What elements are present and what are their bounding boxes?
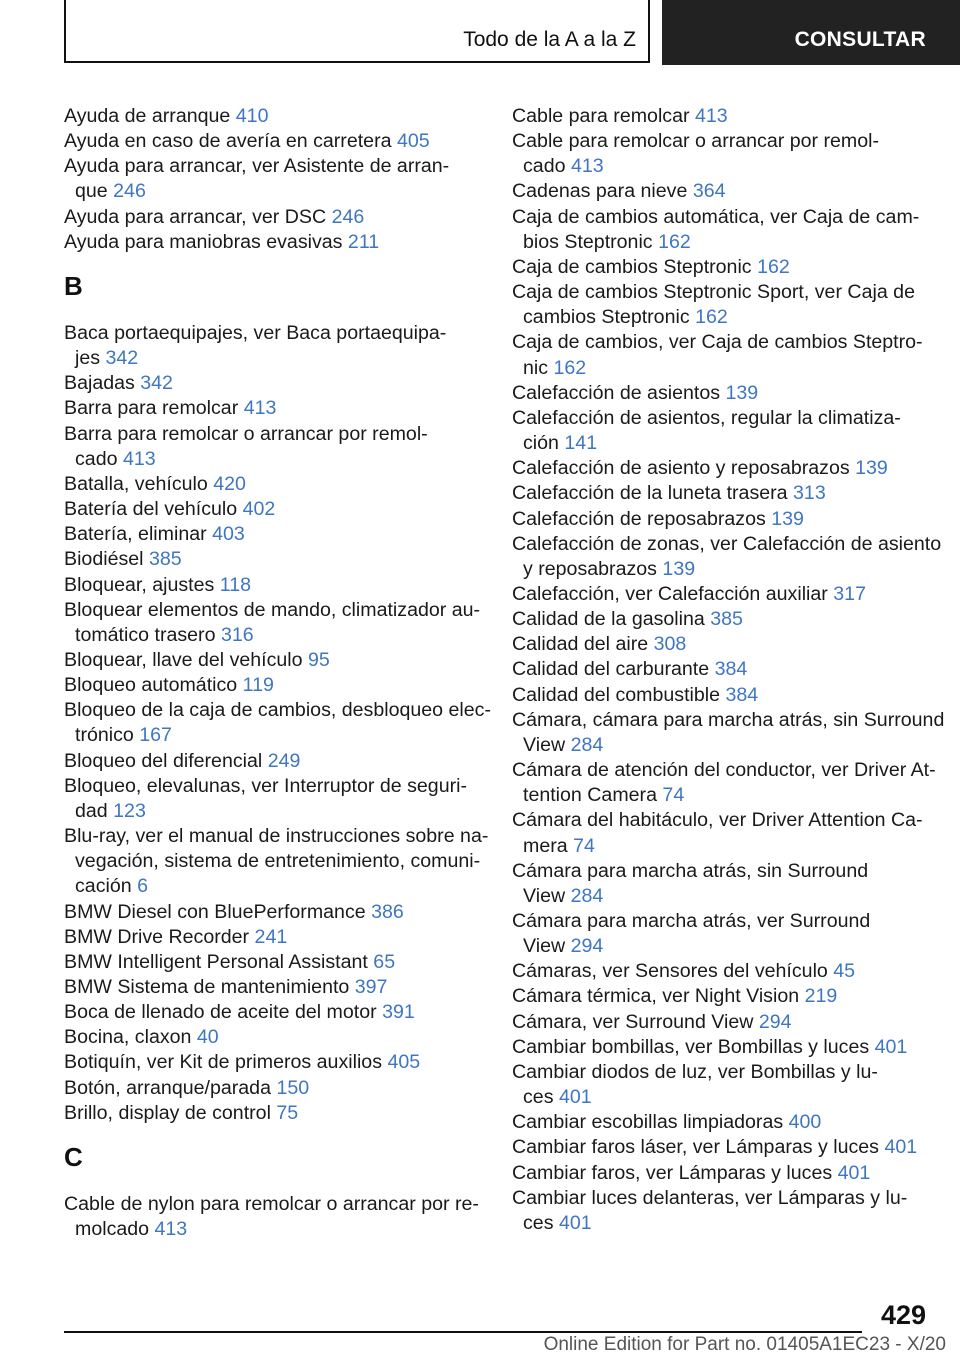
index-entry (512, 859, 932, 909)
index-entry (64, 154, 484, 204)
index-entry (512, 205, 932, 255)
index-entry (512, 1010, 932, 1035)
index-entry-text: Botiquín, ver Kit de primeros auxilios (64, 1051, 382, 1074)
footer-divider (64, 1331, 862, 1333)
page-reference-link[interactable]: 384 (725, 683, 759, 706)
page-reference-link[interactable]: 241 (254, 925, 288, 948)
page-reference-link[interactable]: 246 (113, 180, 146, 203)
index-entry-text: BMW Intelligent Personal Assistant (64, 950, 368, 973)
index-entry-text: cambios Steptronic (523, 306, 690, 329)
index-entry-text: ción (523, 432, 559, 455)
index-entry-text: Batalla, vehículo (64, 472, 208, 495)
index-entry (64, 950, 484, 975)
page-reference-link[interactable]: 400 (788, 1111, 822, 1134)
page-reference-link[interactable]: 123 (113, 799, 146, 822)
index-entry-text: Ayuda en caso de avería en carretera (64, 130, 392, 153)
index-letter-heading: C (64, 1141, 83, 1172)
index-entry-text: Batería del vehículo (64, 498, 238, 521)
index-entry (512, 532, 942, 582)
index-entry-text: Calefacción de asiento y reposabrazos (512, 457, 850, 480)
index-entry-text: tention Camera (523, 784, 657, 807)
page-reference-link[interactable]: 294 (758, 1010, 792, 1033)
index-entry-text: Ayuda para arrancar, ver DSC (64, 205, 327, 228)
index-entry-text: Cámara para marcha atrás, ver Surround (512, 910, 871, 932)
index-entry-text: Bajadas (64, 372, 135, 395)
index-entry (64, 321, 484, 371)
index-entry (64, 648, 484, 673)
index-entry-text: Brillo, display de control (64, 1101, 271, 1124)
index-entry-text: Boca de llenado de aceite del motor (64, 1001, 377, 1024)
index-entry (512, 456, 932, 481)
index-entry (64, 497, 484, 522)
page-reference-link[interactable]: 139 (855, 457, 888, 480)
index-entry (64, 573, 484, 598)
index-entry-text: Calefacción de asientos (512, 381, 721, 404)
index-column-right (512, 104, 945, 1236)
index-entry (512, 632, 932, 657)
index-entry (64, 104, 484, 129)
index-entry-text: Cámaras, ver Sensores del vehículo (512, 960, 828, 983)
index-entry (512, 507, 932, 532)
page-reference-link[interactable]: 162 (695, 306, 728, 329)
index-entry-text: Calefacción, ver Calefacción auxiliar (512, 582, 828, 605)
index-entry (512, 984, 932, 1009)
tab-section-label: Todo de la A a la Z (463, 28, 636, 51)
page-reference-link[interactable]: 420 (213, 472, 246, 495)
index-entry-text: Batería, eliminar (64, 523, 207, 546)
index-entry (512, 1161, 932, 1186)
index-entry (512, 683, 932, 708)
index-entry-text: Bloquear, ajustes (64, 573, 215, 596)
index-entry (64, 1192, 484, 1242)
tab-section[interactable] (64, 0, 650, 63)
index-entry-text: BMW Sistema de mantenimiento (64, 976, 350, 998)
index-entry (512, 179, 932, 204)
index-entry (64, 975, 484, 1000)
page-reference-link[interactable]: 401 (558, 1211, 592, 1234)
index-entry-text: molcado (75, 1218, 150, 1241)
page-reference-link[interactable]: 118 (219, 573, 252, 596)
page-reference-link[interactable]: 95 (308, 648, 330, 671)
index-entry (512, 657, 932, 682)
page-reference-link[interactable]: 397 (354, 976, 388, 998)
page-reference-link[interactable]: 385 (710, 608, 743, 631)
index-entry (64, 1101, 484, 1126)
page-reference-link[interactable]: 385 (148, 548, 182, 571)
index-entry (64, 774, 484, 824)
page-reference-link[interactable]: 342 (140, 372, 173, 395)
page-reference-link[interactable]: 249 (267, 749, 301, 772)
page-reference-link[interactable]: 317 (833, 582, 866, 605)
page-reference-link[interactable]: 401 (884, 1136, 918, 1159)
index-entry (512, 330, 932, 380)
page-reference-link[interactable]: 40 (196, 1026, 219, 1049)
page-reference-link[interactable]: 384 (714, 658, 748, 681)
index-entry-text: nic (523, 356, 549, 379)
index-entry-text: Bloquear, llave del vehículo (64, 648, 303, 671)
index-entry (64, 824, 489, 899)
page-reference-link[interactable]: 405 (396, 130, 430, 153)
page-reference-link[interactable]: 405 (387, 1051, 421, 1074)
page-reference-link[interactable]: 364 (692, 180, 726, 203)
page-reference-link[interactable]: 162 (757, 255, 790, 278)
page-reference-link[interactable]: 413 (154, 1218, 188, 1241)
footer-edition: Online Edition for Part no. 01405A1EC23 - X/20 (543, 1334, 946, 1355)
index-entry-text: Caja de cambios, ver Caja de cambios Steptro- (512, 331, 923, 354)
index-entry-text: Cambiar escobillas limpiadoras (512, 1111, 784, 1134)
index-entry (64, 129, 484, 154)
index-entry-text: tomático trasero (75, 623, 216, 646)
index-entry (512, 708, 945, 758)
index-entry-text: View (523, 733, 566, 756)
page-reference-link[interactable]: 162 (658, 230, 691, 253)
tab-chapter-label: CONSULTAR (794, 28, 926, 51)
page-reference-link[interactable]: 150 (276, 1076, 310, 1099)
index-entry (512, 909, 932, 959)
index-entry-text: que (75, 180, 108, 203)
index-entry-text: Cambiar luces delanteras, ver Lámparas y lu- (512, 1186, 908, 1209)
index-entry-text: Ayuda de arranque (64, 105, 231, 127)
index-entry (64, 547, 484, 572)
page-reference-link[interactable]: 167 (139, 724, 172, 747)
index-entry-text: Ayuda para arrancar, ver Asistente de arran- (64, 155, 450, 178)
index-entry-text: Botón, arranque/parada (64, 1076, 271, 1099)
page-header (0, 0, 960, 66)
index-entry-text: Cambiar diodos de luz, ver Bombillas y lu- (512, 1060, 878, 1083)
index-entry (64, 1076, 484, 1101)
page-reference-link[interactable]: 65 (373, 950, 396, 973)
index-entry-text: Cadenas para nieve (512, 180, 688, 203)
index-entry-text: Bloquear elementos de mando, climatizador au- (64, 598, 481, 621)
index-entry-text: Bloqueo de la caja de cambios, desbloqueo elec- (64, 699, 491, 722)
page-reference-link[interactable]: 139 (725, 381, 759, 404)
index-entry-text: Calefacción de la luneta trasera (512, 482, 788, 505)
index-entry-text: Cámara del habitáculo, ver Driver Attention Ca- (512, 809, 923, 832)
index-entry (512, 959, 932, 984)
page-reference-link[interactable]: 403 (212, 523, 245, 546)
index-entry-text: Cambiar faros, ver Lámparas y luces (512, 1161, 833, 1184)
index-entry (64, 1050, 484, 1075)
index-column-left (64, 104, 491, 1242)
index-entry (512, 1060, 932, 1110)
index-entry-text: ces (523, 1086, 554, 1109)
index-entry-text: Cable de nylon para remolcar o arrancar por re- (64, 1192, 479, 1215)
index-entry-text: Calidad de la gasolina (512, 608, 705, 631)
page-reference-link[interactable]: 410 (235, 105, 269, 127)
index-entry (64, 371, 484, 396)
index-entry-text: Blu-ray, ver el manual de instrucciones sobre na- (64, 825, 489, 848)
index-entry (512, 582, 932, 607)
page-reference-link[interactable]: 219 (804, 985, 838, 1008)
index-entry-text: BMW Diesel con BluePerformance (64, 900, 366, 923)
index-entry-text: Cámara térmica, ver Night Vision (512, 985, 800, 1008)
index-entry-text: ces (523, 1211, 554, 1234)
index-entry (64, 925, 484, 950)
index-entry-text: Cámara, cámara para marcha atrás, sin Surround (512, 708, 945, 731)
index-entry-text: BMW Drive Recorder (64, 925, 250, 948)
page-reference-link[interactable]: 284 (570, 733, 604, 756)
page-reference-link[interactable]: 386 (371, 900, 404, 923)
index-entry (64, 1025, 484, 1050)
index-entry-text: y reposabrazos (523, 557, 657, 580)
page-reference-link[interactable]: 162 (553, 356, 587, 379)
index-entry-text: Caja de cambios automática, ver Caja de cam- (512, 205, 920, 228)
index-entry-text: Ayuda para maniobras evasivas (64, 230, 343, 253)
page-number: 429 (880, 1300, 926, 1330)
index-entry (64, 422, 484, 472)
index-entry (64, 900, 484, 925)
page-reference-link[interactable]: 74 (662, 784, 685, 807)
index-entry-text: jes (75, 347, 101, 370)
page-reference-link[interactable]: 402 (242, 498, 276, 521)
page-reference-link[interactable]: 294 (570, 935, 604, 958)
index-entry-text: cado (523, 155, 566, 178)
index-entry (64, 1000, 484, 1025)
index-entry (512, 1135, 932, 1160)
page-reference-link[interactable]: 74 (573, 834, 595, 857)
index-entry-text: View (523, 884, 566, 907)
index-entry (512, 1186, 932, 1236)
index-entry-text: mera (523, 834, 568, 857)
index-entry (64, 698, 491, 748)
index-entry-text: Calefacción de asientos, regular la climatiza- (512, 406, 901, 429)
index-entry-text: Biodiésel (64, 548, 144, 571)
index-entry-text: Bloqueo automático (64, 674, 238, 697)
index-entry-text: Caja de cambios Steptronic (512, 255, 752, 278)
index-entry-text: dad (75, 799, 108, 822)
index-entry (64, 396, 484, 421)
index-entry-text: Caja de cambios Steptronic Sport, ver Caja de (512, 281, 915, 304)
page-reference-link[interactable]: 211 (347, 230, 380, 253)
page-reference-link[interactable]: 75 (276, 1101, 299, 1124)
page-reference-link[interactable]: 401 (874, 1035, 908, 1058)
index-entry (512, 280, 932, 330)
page-reference-link[interactable]: 284 (570, 884, 604, 907)
page-reference-link[interactable]: 342 (105, 347, 139, 370)
index-entry-text: Barra para remolcar o arrancar por remol- (64, 422, 428, 445)
index-entry-text: Cámara para marcha atrás, sin Surround (512, 859, 869, 882)
index-entry-text: bios Steptronic (523, 230, 653, 253)
page-reference-link[interactable]: 6 (137, 875, 148, 898)
page-reference-link[interactable]: 246 (331, 205, 365, 228)
index-entry (512, 381, 932, 406)
page-reference-link[interactable]: 316 (220, 623, 254, 646)
index-entry (64, 749, 484, 774)
index-entry-text: Calidad del aire (512, 633, 649, 656)
index-entry (512, 104, 932, 129)
page-reference-link[interactable]: 401 (837, 1161, 871, 1184)
index-entry-text: cado (75, 447, 118, 470)
page-reference-link[interactable]: 391 (382, 1001, 415, 1024)
page-reference-link[interactable]: 45 (833, 960, 856, 983)
index-letter-heading: B (64, 270, 83, 301)
index-entry-text: trónico (75, 724, 134, 747)
index-entry-text: Calidad del carburante (512, 658, 710, 681)
index-entry (64, 472, 484, 497)
index-entry-text: Barra para remolcar (64, 397, 239, 420)
index-entry-text: View (523, 935, 566, 958)
index-entry-text: vegación, sistema de entretenimiento, comuni- (75, 850, 481, 873)
page-reference-link[interactable]: 141 (564, 432, 598, 455)
index-entry-text: Bocina, claxon (64, 1026, 192, 1049)
tab-chapter[interactable] (662, 0, 960, 65)
page-reference-link[interactable]: 413 (243, 397, 277, 420)
index-entry (512, 1035, 932, 1060)
page-reference-link[interactable]: 119 (242, 674, 274, 697)
page-reference-link[interactable]: 313 (793, 482, 826, 505)
index-entry (512, 758, 936, 808)
index-entry (512, 808, 932, 858)
index-entry-text: cación (75, 875, 132, 898)
page-reference-link[interactable]: 139 (662, 557, 696, 580)
index-entry-text: Cambiar bombillas, ver Bombillas y luces (512, 1035, 870, 1058)
index-entry (512, 607, 932, 632)
page-reference-link[interactable]: 413 (694, 105, 728, 127)
index-entry-text: Calefacción de zonas, ver Calefacción de asiento (512, 532, 942, 555)
index-entry-text: Cambiar faros láser, ver Lámparas y luces (512, 1136, 879, 1159)
index-entry-text: Bloqueo del diferencial (64, 749, 263, 772)
index-entry-text: Cámara de atención del conductor, ver Driver At- (512, 759, 936, 782)
index-entry (64, 205, 484, 230)
index-entry-text: Baca portaequipajes, ver Baca portaequipa- (64, 321, 447, 344)
index-entry-text: Cable para remolcar o arrancar por remol- (512, 130, 879, 153)
page-reference-link[interactable]: 308 (653, 633, 687, 656)
index-entry-text: Cable para remolcar (512, 105, 690, 127)
index-entry (512, 1110, 932, 1135)
index-entry (512, 255, 932, 280)
index-entry (64, 598, 484, 648)
page-reference-link[interactable]: 413 (122, 447, 156, 470)
index-entry (64, 230, 484, 255)
index-entry-text: Cámara, ver Surround View (512, 1010, 754, 1033)
page-reference-link[interactable]: 401 (558, 1086, 592, 1109)
page-reference-link[interactable]: 413 (570, 155, 604, 178)
index-entry-text: Calidad del combustible (512, 683, 721, 706)
page-reference-link[interactable]: 139 (771, 507, 804, 530)
index-entry (512, 406, 932, 456)
index-entry-text: Bloqueo, elevalunas, ver Interruptor de seguri- (64, 774, 467, 797)
index-entry-text: Calefacción de reposabrazos (512, 507, 766, 530)
index-entry (512, 481, 932, 506)
index-entry (512, 129, 932, 179)
index-entry (64, 673, 484, 698)
index-entry (64, 522, 484, 547)
